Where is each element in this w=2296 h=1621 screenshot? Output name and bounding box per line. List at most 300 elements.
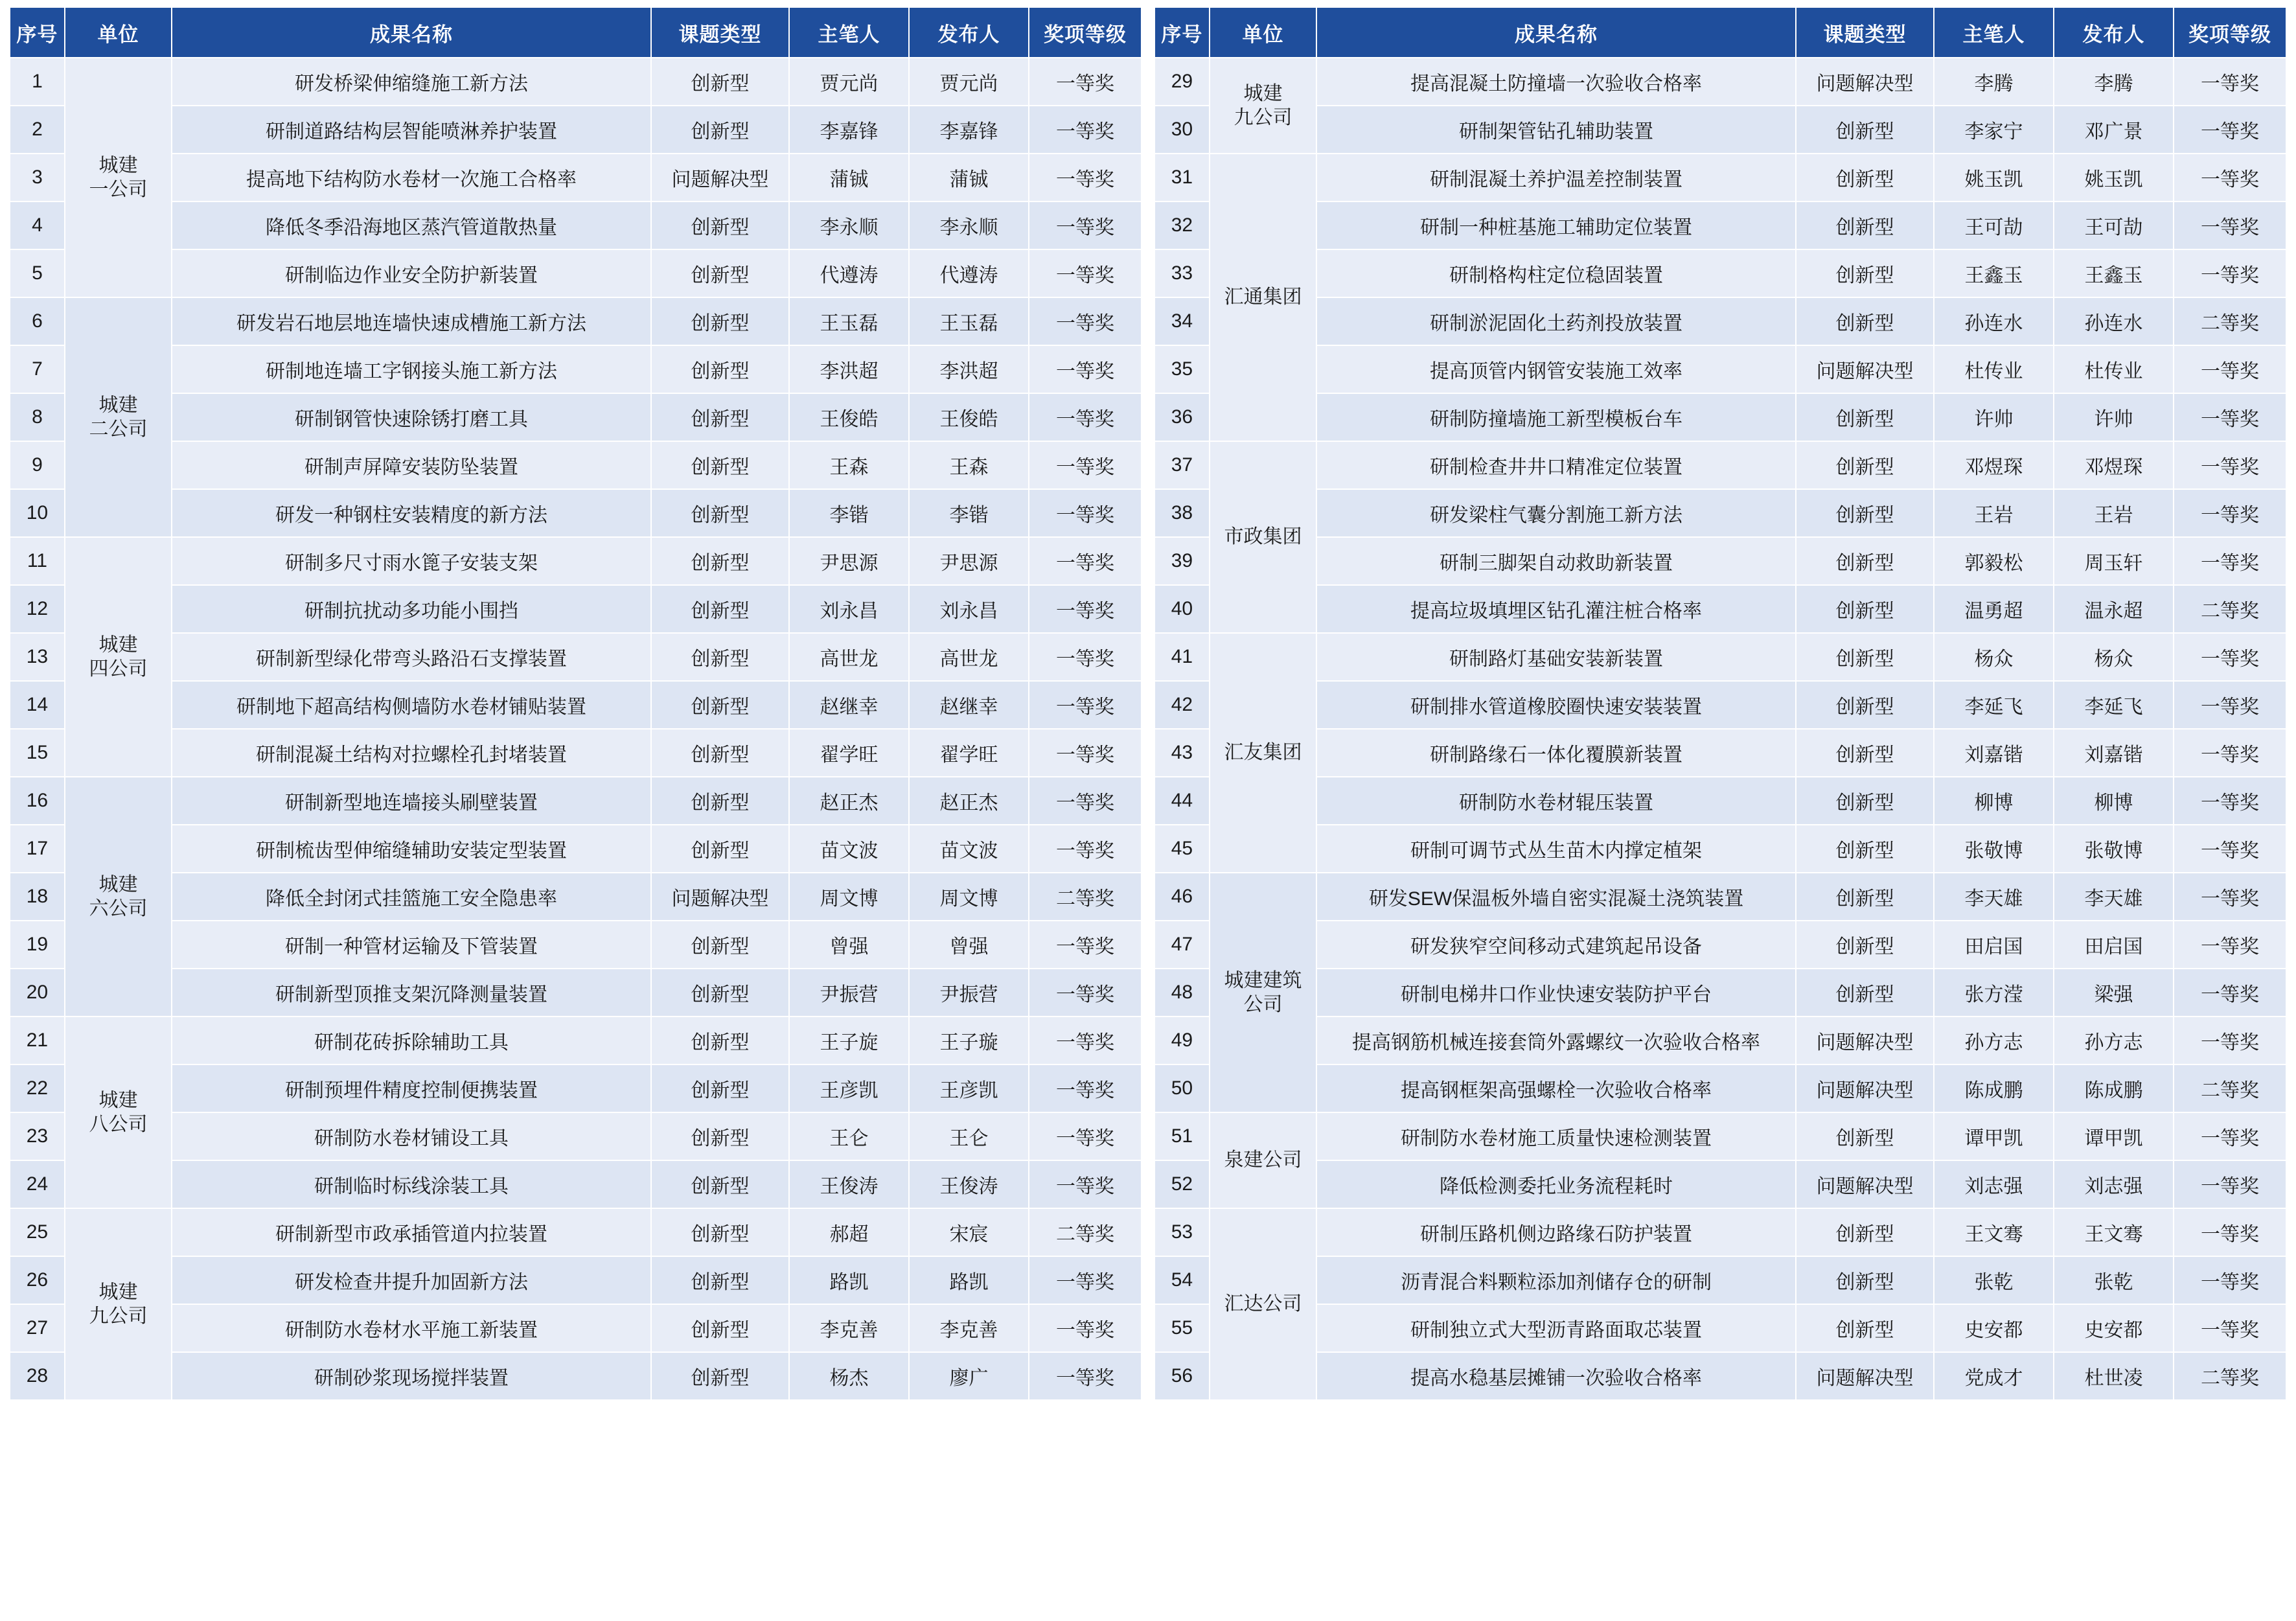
cell-type: 创新型 <box>651 58 789 106</box>
cell-lead: 孙连水 <box>1934 297 2054 345</box>
cell-lead: 郭毅松 <box>1934 537 2054 585</box>
table-row <box>1154 201 2286 249</box>
cell-publisher: 代遵涛 <box>909 249 1029 297</box>
column-header-seq: 序号 <box>10 7 65 58</box>
cell-seq: 53 <box>1154 1208 1210 1256</box>
table-row <box>1154 1017 2286 1064</box>
cell-seq: 36 <box>1154 393 1210 441</box>
cell-name: 研制混凝土养护温差控制装置 <box>1316 154 1796 201</box>
cell-name: 提高钢框架高强螺栓一次验收合格率 <box>1316 1064 1796 1112</box>
cell-unit: 汇通集团 <box>1210 154 1316 441</box>
cell-unit: 城建 一公司 <box>65 58 172 297</box>
cell-name: 研制砂浆现场搅拌装置 <box>172 1352 651 1400</box>
cell-name: 研制地连墙工字钢接头施工新方法 <box>172 345 651 393</box>
cell-name: 研制电梯井口作业快速安装防护平台 <box>1316 969 1796 1017</box>
cell-lead: 孙方志 <box>1934 1017 2054 1064</box>
cell-lead: 谭甲凯 <box>1934 1112 2054 1160</box>
cell-award: 一等奖 <box>2174 249 2286 297</box>
cell-seq: 9 <box>10 441 65 489</box>
cell-unit: 汇友集团 <box>1210 633 1316 873</box>
cell-seq: 5 <box>10 249 65 297</box>
table-row <box>1154 825 2286 873</box>
cell-name: 研发检查井提升加固新方法 <box>172 1256 651 1304</box>
cell-type: 创新型 <box>1796 825 1934 873</box>
table-row <box>1154 633 2286 681</box>
cell-type: 创新型 <box>1796 873 1934 921</box>
cell-type: 创新型 <box>651 921 789 969</box>
cell-award: 一等奖 <box>1029 249 1142 297</box>
cell-type: 问题解决型 <box>1796 1064 1934 1112</box>
results-table-right <box>1154 6 2287 1401</box>
cell-type: 创新型 <box>1796 585 1934 633</box>
cell-publisher: 温永超 <box>2054 585 2174 633</box>
cell-type: 创新型 <box>651 633 789 681</box>
cell-seq: 31 <box>1154 154 1210 201</box>
cell-name: 研制临边作业安全防护新装置 <box>172 249 651 297</box>
cell-award: 一等奖 <box>1029 1064 1142 1112</box>
cell-publisher: 杜世凌 <box>2054 1352 2174 1400</box>
table-row <box>1154 249 2286 297</box>
cell-name: 研制抗扰动多功能小围挡 <box>172 585 651 633</box>
cell-lead: 周文博 <box>789 873 909 921</box>
cell-publisher: 王鑫玉 <box>2054 249 2174 297</box>
cell-publisher: 柳博 <box>2054 777 2174 825</box>
cell-award: 一等奖 <box>1029 106 1142 154</box>
table-row <box>1154 585 2286 633</box>
table-row <box>1154 106 2286 154</box>
cell-type: 创新型 <box>651 489 789 537</box>
cell-lead: 王岩 <box>1934 489 2054 537</box>
cell-award: 一等奖 <box>1029 681 1142 729</box>
cell-type: 创新型 <box>1796 1304 1934 1352</box>
cell-name: 研发桥梁伸缩缝施工新方法 <box>172 58 651 106</box>
cell-publisher: 王可劼 <box>2054 201 2174 249</box>
cell-award: 一等奖 <box>2174 345 2286 393</box>
cell-lead: 王俊皓 <box>789 393 909 441</box>
cell-award: 一等奖 <box>2174 1304 2286 1352</box>
cell-name: 研发一种钢柱安装精度的新方法 <box>172 489 651 537</box>
cell-lead: 尹思源 <box>789 537 909 585</box>
cell-name: 研制三脚架自动救助新装置 <box>1316 537 1796 585</box>
cell-award: 一等奖 <box>2174 58 2286 106</box>
cell-type: 创新型 <box>1796 393 1934 441</box>
cell-award: 一等奖 <box>1029 58 1142 106</box>
cell-type: 创新型 <box>1796 777 1934 825</box>
column-header-name: 成果名称 <box>1316 7 1796 58</box>
cell-type: 问题解决型 <box>1796 1352 1934 1400</box>
cell-award: 一等奖 <box>2174 681 2286 729</box>
cell-type: 创新型 <box>1796 969 1934 1017</box>
cell-name: 研制可调节式丛生苗木内撑定植架 <box>1316 825 1796 873</box>
table-row <box>10 777 1142 825</box>
cell-type: 创新型 <box>1796 441 1934 489</box>
table-row <box>1154 1064 2286 1112</box>
cell-name: 研发SEW保温板外墙自密实混凝土浇筑装置 <box>1316 873 1796 921</box>
cell-award: 一等奖 <box>1029 345 1142 393</box>
cell-award: 一等奖 <box>2174 106 2286 154</box>
cell-lead: 王俊涛 <box>789 1160 909 1208</box>
table-row <box>10 537 1142 585</box>
table-row <box>10 1064 1142 1112</box>
cell-publisher: 周玉轩 <box>2054 537 2174 585</box>
table-row <box>1154 58 2286 106</box>
cell-award: 一等奖 <box>1029 825 1142 873</box>
cell-seq: 30 <box>1154 106 1210 154</box>
cell-lead: 张乾 <box>1934 1256 2054 1304</box>
column-header-award: 奖项等级 <box>2174 7 2286 58</box>
cell-name: 研制路缘石一体化覆膜新装置 <box>1316 729 1796 777</box>
cell-type: 创新型 <box>651 1304 789 1352</box>
table-row <box>10 681 1142 729</box>
cell-seq: 56 <box>1154 1352 1210 1400</box>
cell-seq: 12 <box>10 585 65 633</box>
table-row <box>1154 921 2286 969</box>
cell-type: 问题解决型 <box>1796 58 1934 106</box>
cell-lead: 贾元尚 <box>789 58 909 106</box>
cell-publisher: 周文博 <box>909 873 1029 921</box>
cell-unit: 城建 四公司 <box>65 537 172 777</box>
cell-award: 一等奖 <box>2174 1256 2286 1304</box>
cell-publisher: 李腾 <box>2054 58 2174 106</box>
cell-name: 研制新型顶推支架沉降测量装置 <box>172 969 651 1017</box>
cell-lead: 李克善 <box>789 1304 909 1352</box>
cell-name: 降低检测委托业务流程耗时 <box>1316 1160 1796 1208</box>
cell-type: 创新型 <box>1796 154 1934 201</box>
table-header-row <box>1154 7 2286 58</box>
cell-unit: 泉建公司 <box>1210 1112 1316 1208</box>
table-row <box>1154 154 2286 201</box>
cell-publisher: 刘志强 <box>2054 1160 2174 1208</box>
cell-publisher: 路凯 <box>909 1256 1029 1304</box>
cell-seq: 15 <box>10 729 65 777</box>
cell-lead: 王鑫玉 <box>1934 249 2054 297</box>
cell-type: 创新型 <box>651 825 789 873</box>
cell-award: 一等奖 <box>2174 1112 2286 1160</box>
table-row <box>10 441 1142 489</box>
cell-type: 创新型 <box>1796 106 1934 154</box>
cell-seq: 54 <box>1154 1256 1210 1304</box>
table-row <box>10 921 1142 969</box>
cell-award: 一等奖 <box>1029 585 1142 633</box>
cell-type: 创新型 <box>1796 1208 1934 1256</box>
cell-name: 研制检查井井口精准定位装置 <box>1316 441 1796 489</box>
cell-lead: 高世龙 <box>789 633 909 681</box>
cell-name: 提高地下结构防水卷材一次施工合格率 <box>172 154 651 201</box>
cell-publisher: 王文骞 <box>2054 1208 2174 1256</box>
cell-lead: 蒲铖 <box>789 154 909 201</box>
cell-type: 创新型 <box>651 969 789 1017</box>
cell-publisher: 田启国 <box>2054 921 2174 969</box>
cell-type: 创新型 <box>1796 921 1934 969</box>
cell-publisher: 许帅 <box>2054 393 2174 441</box>
cell-type: 创新型 <box>1796 681 1934 729</box>
cell-award: 一等奖 <box>1029 1304 1142 1352</box>
cell-award: 二等奖 <box>2174 585 2286 633</box>
cell-lead: 柳博 <box>1934 777 2054 825</box>
cell-publisher: 王岩 <box>2054 489 2174 537</box>
cell-publisher: 尹振营 <box>909 969 1029 1017</box>
cell-type: 创新型 <box>1796 489 1934 537</box>
cell-lead: 赵正杰 <box>789 777 909 825</box>
cell-seq: 2 <box>10 106 65 154</box>
cell-seq: 22 <box>10 1064 65 1112</box>
cell-lead: 陈成鹏 <box>1934 1064 2054 1112</box>
cell-seq: 46 <box>1154 873 1210 921</box>
table-row <box>10 249 1142 297</box>
cell-lead: 许帅 <box>1934 393 2054 441</box>
cell-award: 一等奖 <box>1029 633 1142 681</box>
cell-type: 问题解决型 <box>1796 345 1934 393</box>
cell-lead: 李永顺 <box>789 201 909 249</box>
cell-unit: 城建 九公司 <box>65 1208 172 1400</box>
cell-award: 一等奖 <box>1029 1352 1142 1400</box>
results-table-left <box>9 6 1142 1401</box>
cell-award: 一等奖 <box>1029 441 1142 489</box>
cell-award: 一等奖 <box>2174 441 2286 489</box>
cell-type: 创新型 <box>651 777 789 825</box>
cell-seq: 50 <box>1154 1064 1210 1112</box>
cell-name: 提高垃圾填埋区钻孔灌注桩合格率 <box>1316 585 1796 633</box>
cell-publisher: 李永顺 <box>909 201 1029 249</box>
cell-seq: 13 <box>10 633 65 681</box>
table-row <box>10 345 1142 393</box>
cell-publisher: 王仑 <box>909 1112 1029 1160</box>
cell-publisher: 王彦凯 <box>909 1064 1029 1112</box>
table-row <box>1154 393 2286 441</box>
cell-name: 研制花砖拆除辅助工具 <box>172 1017 651 1064</box>
table-body-left <box>10 58 1142 1400</box>
cell-award: 一等奖 <box>2174 777 2286 825</box>
table-row <box>10 201 1142 249</box>
cell-seq: 55 <box>1154 1304 1210 1352</box>
cell-award: 一等奖 <box>2174 729 2286 777</box>
cell-name: 研制排水管道橡胶圈快速安装装置 <box>1316 681 1796 729</box>
table-row <box>1154 537 2286 585</box>
column-header-publisher: 发布人 <box>909 7 1029 58</box>
cell-publisher: 谭甲凯 <box>2054 1112 2174 1160</box>
cell-seq: 52 <box>1154 1160 1210 1208</box>
cell-seq: 37 <box>1154 441 1210 489</box>
cell-name: 研制架管钻孔辅助装置 <box>1316 106 1796 154</box>
cell-seq: 20 <box>10 969 65 1017</box>
cell-lead: 杨杰 <box>789 1352 909 1400</box>
table-row <box>1154 729 2286 777</box>
cell-type: 创新型 <box>651 681 789 729</box>
cell-type: 问题解决型 <box>1796 1017 1934 1064</box>
cell-seq: 24 <box>10 1160 65 1208</box>
cell-type: 创新型 <box>1796 249 1934 297</box>
cell-unit: 城建 六公司 <box>65 777 172 1017</box>
cell-type: 创新型 <box>651 345 789 393</box>
table-row <box>1154 297 2286 345</box>
cell-seq: 51 <box>1154 1112 1210 1160</box>
cell-award: 一等奖 <box>2174 537 2286 585</box>
cell-lead: 刘志强 <box>1934 1160 2054 1208</box>
cell-publisher: 李嘉锋 <box>909 106 1029 154</box>
cell-seq: 14 <box>10 681 65 729</box>
cell-lead: 尹振营 <box>789 969 909 1017</box>
cell-award: 一等奖 <box>2174 1017 2286 1064</box>
cell-publisher: 李克善 <box>909 1304 1029 1352</box>
cell-name: 降低全封闭式挂篮施工安全隐患率 <box>172 873 651 921</box>
cell-type: 问题解决型 <box>651 154 789 201</box>
cell-name: 提高混凝土防撞墙一次验收合格率 <box>1316 58 1796 106</box>
cell-seq: 35 <box>1154 345 1210 393</box>
cell-lead: 杜传业 <box>1934 345 2054 393</box>
cell-seq: 26 <box>10 1256 65 1304</box>
cell-lead: 代遵涛 <box>789 249 909 297</box>
cell-lead: 党成才 <box>1934 1352 2054 1400</box>
cell-award: 一等奖 <box>1029 921 1142 969</box>
table-row <box>1154 1112 2286 1160</box>
cell-name: 研制防水卷材水平施工新装置 <box>172 1304 651 1352</box>
cell-type: 创新型 <box>651 393 789 441</box>
cell-type: 创新型 <box>651 1064 789 1112</box>
table-row <box>1154 441 2286 489</box>
cell-publisher: 邓广景 <box>2054 106 2174 154</box>
cell-publisher: 李洪超 <box>909 345 1029 393</box>
cell-publisher: 张敬博 <box>2054 825 2174 873</box>
cell-award: 一等奖 <box>2174 825 2286 873</box>
cell-lead: 李洪超 <box>789 345 909 393</box>
cell-unit: 城建 九公司 <box>1210 58 1316 154</box>
cell-award: 一等奖 <box>1029 537 1142 585</box>
cell-award: 一等奖 <box>1029 729 1142 777</box>
cell-name: 研制梳齿型伸缩缝辅助安装定型装置 <box>172 825 651 873</box>
cell-type: 创新型 <box>1796 1112 1934 1160</box>
cell-type: 创新型 <box>651 297 789 345</box>
table-row <box>10 1304 1142 1352</box>
cell-name: 研制防水卷材施工质量快速检测装置 <box>1316 1112 1796 1160</box>
cell-publisher: 宋宸 <box>909 1208 1029 1256</box>
cell-award: 一等奖 <box>2174 633 2286 681</box>
cell-type: 创新型 <box>1796 729 1934 777</box>
table-row <box>1154 969 2286 1017</box>
cell-award: 一等奖 <box>2174 1160 2286 1208</box>
cell-publisher: 王俊涛 <box>909 1160 1029 1208</box>
table-row <box>10 297 1142 345</box>
cell-name: 研制道路结构层智能喷淋养护装置 <box>172 106 651 154</box>
cell-award: 二等奖 <box>2174 1352 2286 1400</box>
cell-type: 创新型 <box>651 1208 789 1256</box>
table-row <box>1154 873 2286 921</box>
cell-type: 问题解决型 <box>651 873 789 921</box>
cell-publisher: 苗文波 <box>909 825 1029 873</box>
cell-seq: 28 <box>10 1352 65 1400</box>
cell-publisher: 邓煜琛 <box>2054 441 2174 489</box>
cell-seq: 27 <box>10 1304 65 1352</box>
cell-publisher: 刘嘉锴 <box>2054 729 2174 777</box>
cell-lead: 刘永昌 <box>789 585 909 633</box>
cell-name: 研制钢管快速除锈打磨工具 <box>172 393 651 441</box>
table-row <box>10 106 1142 154</box>
cell-publisher: 贾元尚 <box>909 58 1029 106</box>
cell-publisher: 赵继幸 <box>909 681 1029 729</box>
column-header-unit: 单位 <box>1210 7 1316 58</box>
cell-seq: 1 <box>10 58 65 106</box>
cell-award: 一等奖 <box>2174 921 2286 969</box>
table-row <box>10 489 1142 537</box>
cell-seq: 17 <box>10 825 65 873</box>
cell-lead: 李锴 <box>789 489 909 537</box>
cell-lead: 史安都 <box>1934 1304 2054 1352</box>
cell-seq: 16 <box>10 777 65 825</box>
cell-type: 问题解决型 <box>1796 1160 1934 1208</box>
cell-type: 创新型 <box>651 585 789 633</box>
cell-lead: 张方滢 <box>1934 969 2054 1017</box>
cell-lead: 李天雄 <box>1934 873 2054 921</box>
cell-seq: 44 <box>1154 777 1210 825</box>
cell-lead: 王仑 <box>789 1112 909 1160</box>
table-row <box>10 825 1142 873</box>
cell-name: 研制压路机侧边路缘石防护装置 <box>1316 1208 1796 1256</box>
cell-lead: 姚玉凯 <box>1934 154 2054 201</box>
cell-seq: 41 <box>1154 633 1210 681</box>
table-header-row <box>10 7 1142 58</box>
table-row <box>10 1352 1142 1400</box>
cell-lead: 郝超 <box>789 1208 909 1256</box>
table-row <box>10 1017 1142 1064</box>
cell-seq: 33 <box>1154 249 1210 297</box>
cell-lead: 邓煜琛 <box>1934 441 2054 489</box>
cell-name: 研制新型市政承插管道内拉装置 <box>172 1208 651 1256</box>
cell-name: 研制路灯基础安装新装置 <box>1316 633 1796 681</box>
cell-name: 降低冬季沿海地区蒸汽管道散热量 <box>172 201 651 249</box>
cell-publisher: 王玉磊 <box>909 297 1029 345</box>
cell-type: 创新型 <box>651 1112 789 1160</box>
table-row <box>1154 1256 2286 1304</box>
cell-award: 一等奖 <box>1029 1112 1142 1160</box>
cell-publisher: 刘永昌 <box>909 585 1029 633</box>
cell-publisher: 尹思源 <box>909 537 1029 585</box>
cell-unit: 汇达公司 <box>1210 1208 1316 1400</box>
cell-seq: 34 <box>1154 297 1210 345</box>
cell-seq: 6 <box>10 297 65 345</box>
cell-lead: 翟学旺 <box>789 729 909 777</box>
cell-publisher: 李锴 <box>909 489 1029 537</box>
column-header-award: 奖项等级 <box>1029 7 1142 58</box>
column-header-name: 成果名称 <box>172 7 651 58</box>
cell-award: 二等奖 <box>1029 873 1142 921</box>
cell-lead: 田启国 <box>1934 921 2054 969</box>
cell-award: 一等奖 <box>2174 489 2286 537</box>
cell-publisher: 张乾 <box>2054 1256 2174 1304</box>
cell-award: 一等奖 <box>2174 201 2286 249</box>
cell-seq: 25 <box>10 1208 65 1256</box>
cell-publisher: 蒲铖 <box>909 154 1029 201</box>
cell-publisher: 杨众 <box>2054 633 2174 681</box>
table-row <box>1154 1352 2286 1400</box>
cell-lead: 杨众 <box>1934 633 2054 681</box>
cell-seq: 4 <box>10 201 65 249</box>
column-header-lead: 主笔人 <box>789 7 909 58</box>
cell-award: 一等奖 <box>2174 873 2286 921</box>
cell-type: 创新型 <box>651 1352 789 1400</box>
cell-seq: 3 <box>10 154 65 201</box>
table-row <box>1154 777 2286 825</box>
cell-seq: 32 <box>1154 201 1210 249</box>
cell-publisher: 李延飞 <box>2054 681 2174 729</box>
cell-seq: 29 <box>1154 58 1210 106</box>
cell-unit: 市政集团 <box>1210 441 1316 633</box>
cell-seq: 45 <box>1154 825 1210 873</box>
cell-publisher: 高世龙 <box>909 633 1029 681</box>
cell-publisher: 王子璇 <box>909 1017 1029 1064</box>
cell-lead: 刘嘉锴 <box>1934 729 2054 777</box>
cell-lead: 曾强 <box>789 921 909 969</box>
cell-publisher: 孙方志 <box>2054 1017 2174 1064</box>
cell-lead: 王子旋 <box>789 1017 909 1064</box>
